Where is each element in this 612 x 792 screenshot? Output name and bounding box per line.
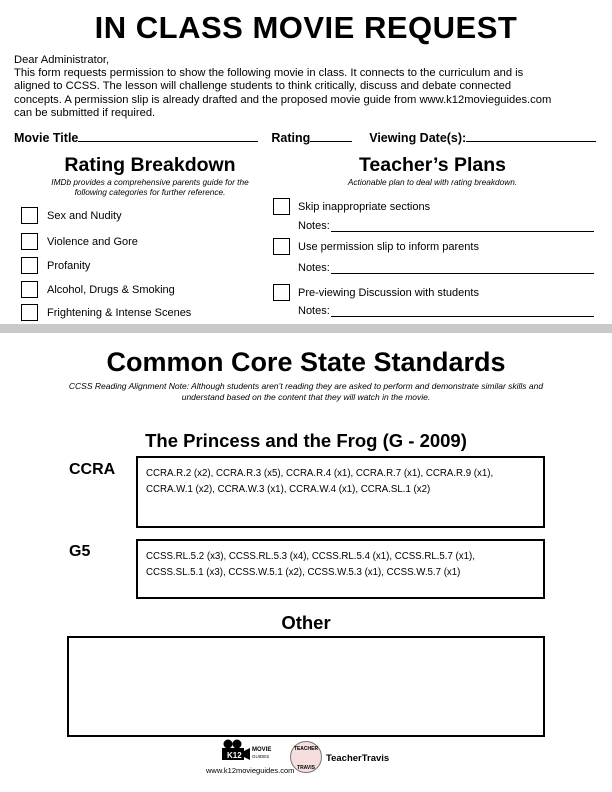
g5-standards-box: [136, 539, 545, 599]
intro-paragraph: [14, 54, 598, 120]
violence-gore-label: Violence and Gore: [47, 236, 138, 248]
intro-line: can be submitted if required.: [14, 106, 156, 119]
viewing-dates-label: Viewing Date(s):: [369, 131, 467, 145]
other-textbox[interactable]: [67, 636, 545, 737]
ccss-note-line: CCSS Reading Alignment Note: Although students aren’t reading they are asked to perform and demonstrate similar skills and: [68, 381, 544, 391]
ccra-standards-box: [136, 456, 545, 528]
logo-k12-text: K12: [227, 751, 242, 760]
movie-title-label: Movie Title: [14, 131, 79, 145]
alcohol-drugs-label: Alcohol, Drugs & Smoking: [47, 284, 175, 296]
ccss-note-line: understand based on the content that they will watch in the movie.: [181, 392, 431, 402]
ccss-title: Common Core State Standards: [106, 347, 506, 377]
rating-breakdown-subtitle-line: IMDb provides a comprehensive parents guide for the: [51, 177, 249, 187]
skip-sections-label: Skip inappropriate sections: [298, 201, 431, 213]
permission-slip-checkbox[interactable]: [273, 238, 290, 255]
ccss-note: [50, 381, 562, 403]
other-heading: Other: [281, 612, 331, 633]
notes-label: Notes:: [298, 305, 330, 317]
profanity-checkbox[interactable]: [21, 257, 38, 274]
rating-label: Rating: [271, 131, 311, 145]
frightening-label: Frightening & Intense Scenes: [47, 307, 192, 319]
footer-url: www.k12movieguides.com: [206, 766, 295, 775]
badge-top-text: TEACHER: [293, 746, 319, 752]
intro-greeting: Dear Administrator,: [14, 54, 110, 66]
frightening-checkbox[interactable]: [21, 304, 38, 321]
section-divider: [0, 324, 612, 333]
sex-nudity-checkbox[interactable]: [21, 207, 38, 224]
g5-standards-line: CCSS.SL.5.1 (x3), CCSS.W.5.1 (x2), CCSS.W.5.3 (x1), CCSS.W.5.7 (x1): [146, 566, 461, 578]
notes-label: Notes:: [298, 262, 330, 274]
sex-nudity-label: Sex and Nudity: [47, 210, 122, 222]
permission-slip-label: Use permission slip to inform parents: [298, 241, 479, 253]
ccra-label: CCRA: [69, 461, 116, 478]
g5-label: G5: [69, 543, 91, 560]
violence-gore-checkbox[interactable]: [21, 233, 38, 250]
k12-movie-guides-logo: [206, 738, 295, 778]
previewing-discussion-checkbox[interactable]: [273, 284, 290, 301]
rating-field[interactable]: [310, 130, 352, 142]
previewing-discussion-label: Pre-viewing Discussion with students: [298, 287, 479, 299]
teachers-plans-title: Teacher’s Plans: [358, 154, 507, 176]
movie-title-field[interactable]: [78, 130, 258, 142]
logo-movie-text: MOVIE: [252, 747, 272, 753]
rating-breakdown-subtitle: [18, 177, 282, 197]
teacher-travis-badge: [289, 740, 323, 774]
intro-line: concepts. A permission slip is already drafted and the proposed movie guide from www.k12movieguides.com: [14, 93, 552, 106]
intro-line: aligned to CCSS. The lesson will challenge students to think critically, discuss and debate connected: [14, 80, 512, 93]
teacher-travis-text: TeacherTravis: [326, 753, 390, 764]
profanity-label: Profanity: [47, 260, 91, 272]
teachers-plans-subtitle: Actionable plan to deal with rating breakdown.: [347, 177, 518, 187]
notes-label: Notes:: [298, 220, 330, 232]
notes-line[interactable]: [331, 316, 594, 317]
alcohol-drugs-checkbox[interactable]: [21, 281, 38, 298]
notes-line[interactable]: [331, 273, 594, 274]
intro-line: This form requests permission to show the following movie in class. It connects to the curriculum and is: [14, 67, 524, 80]
ccra-standards-line: CCRA.W.1 (x2), CCRA.W.3 (x1), CCRA.W.4 (x1), CCRA.SL.1 (x2): [146, 483, 431, 495]
viewing-dates-field[interactable]: [466, 130, 596, 142]
logo-guides-text: GUIDES: [252, 754, 270, 759]
movie-heading: The Princess and the Frog (G - 2009): [145, 430, 467, 451]
skip-sections-checkbox[interactable]: [273, 198, 290, 215]
g5-standards-line: CCSS.RL.5.2 (x3), CCSS.RL.5.3 (x4), CCSS.RL.5.4 (x1), CCSS.RL.5.7 (x1),: [146, 551, 475, 562]
request-fields: [14, 130, 598, 145]
film-camera-icon: [206, 738, 286, 764]
page-title: IN CLASS MOVIE REQUEST: [94, 10, 518, 45]
ccra-standards-line: CCRA.R.2 (x2), CCRA.R.3 (x5), CCRA.R.4 (x1), CCRA.R.7 (x1), CCRA.R.9 (x1),: [146, 468, 494, 479]
rating-breakdown-title: Rating Breakdown: [64, 154, 236, 176]
notes-line[interactable]: [331, 231, 594, 232]
badge-bottom-text: TRAVIS: [297, 765, 315, 771]
rating-breakdown-subtitle-line: following categories for further reference.: [74, 187, 226, 197]
